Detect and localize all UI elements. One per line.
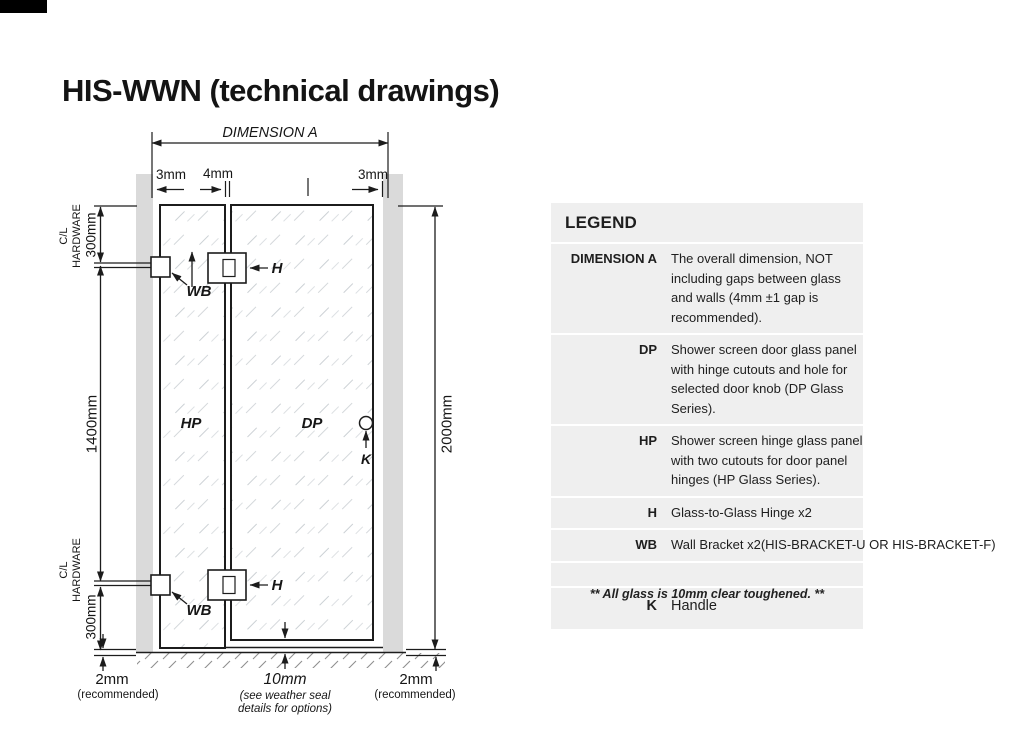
- gap-3mm-right-label: 3mm: [358, 167, 388, 182]
- wall-bracket-top: [151, 257, 170, 277]
- hinge-label-bottom: H: [271, 577, 283, 594]
- hinge-label-top: H: [271, 260, 283, 277]
- door-floor-gap-label: 10mm: [263, 671, 307, 688]
- legend-key: H: [647, 504, 657, 520]
- dimension-a-label: DIMENSION A: [222, 125, 318, 141]
- legend-desc: Shower screen door glass panel with hinge cutouts and hole for selected door knob (DP Glass Series).: [671, 342, 857, 416]
- legend-desc: Shower screen hinge glass panel with two cutouts for door panel hinges (HP Glass Series).: [671, 433, 863, 487]
- floor-hatch: [137, 653, 445, 668]
- door-floor-gap-note: (see weather seal: [239, 690, 331, 702]
- legend-row-dp: [551, 333, 863, 424]
- hinge-notch: [223, 577, 235, 594]
- legend-row-dimension-a: [551, 242, 863, 333]
- hp-panel-label: HP: [180, 415, 202, 432]
- cl-hardware-label: HARDWARE: [71, 204, 83, 268]
- bracket-label-top: WB: [186, 283, 212, 300]
- legend-key: DP: [638, 342, 657, 357]
- cl-hardware-label: HARDWARE: [71, 538, 83, 602]
- legend-desc: Handle: [671, 597, 717, 614]
- hinge-notch: [223, 260, 235, 277]
- span-1400mm-label: 1400mm: [83, 394, 101, 454]
- wall-bracket-bottom: [151, 575, 170, 595]
- legend-key: WB: [635, 537, 657, 552]
- legend-desc: Wall Bracket x2(HIS-BRACKET-U OR HIS-BRACKET-F): [671, 537, 996, 552]
- offset-300mm-bottom-label: 300mm: [83, 594, 99, 640]
- legend-desc: Glass-to-Glass Hinge x2: [671, 504, 812, 520]
- right-wall: [383, 174, 403, 653]
- legend-key: HP: [638, 433, 657, 448]
- bracket-label-bottom: WB: [186, 602, 212, 619]
- legend-row-h: [551, 496, 863, 529]
- legend-row-empty: [551, 561, 863, 586]
- dp-panel-label: DP: [301, 415, 323, 432]
- floor-gap-right-note: (recommended): [374, 689, 456, 701]
- legend-desc: The overall dimension, NOT including gaps between glass and walls (4mm ±1 gap is recommended).: [671, 251, 841, 325]
- page-title: HIS-WWN (technical drawings): [62, 72, 500, 108]
- gap-4mm-label: 4mm: [203, 166, 233, 181]
- legend-panel: [551, 203, 996, 629]
- door-knob: [360, 417, 373, 430]
- floor-gap-left-note: (recommended): [77, 689, 159, 701]
- glass-footnote: ** All glass is 10mm clear toughened. **: [589, 587, 825, 601]
- gap-3mm-left-label: 3mm: [156, 167, 186, 182]
- cl-hardware-label: C/L: [58, 561, 70, 579]
- legend-title: LEGEND: [565, 213, 638, 232]
- legend-row-hp: [551, 424, 863, 496]
- legend-row-wb: [551, 528, 996, 561]
- door-floor-gap-note: details for options): [238, 703, 332, 715]
- floor-gap-right-label: 2mm: [399, 671, 433, 688]
- legend-key: DIMENSION A: [570, 251, 657, 266]
- cl-hardware-label: C/L: [58, 227, 70, 245]
- knob-label: K: [360, 451, 372, 467]
- offset-300mm-top-label: 300mm: [83, 212, 99, 258]
- floor-gap-left-label: 2mm: [95, 671, 129, 688]
- overall-height-label: 2000mm: [438, 394, 456, 454]
- legend-key: K: [646, 597, 657, 614]
